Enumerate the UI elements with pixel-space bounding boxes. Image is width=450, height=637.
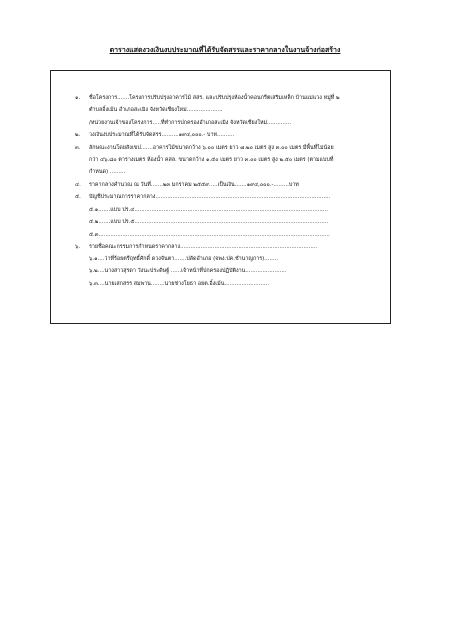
budget-info-box [50, 70, 391, 324]
document-title: ตารางแสดงวงเงินงบประมาณที่ได้รับจัดสรรและราคากลางในงานจ้างก่อสร้าง [109, 46, 341, 54]
budget-line: วงเงินงบประมาณที่ได้รับจัดสรร..........๑๙๔,๐๐๐.- บาท.......... [89, 132, 235, 138]
estimate-list-heading: บัญชีประมาณการราคากลาง...................................................................................................... [89, 194, 331, 200]
committee-member-line: ๖.๒....นางสาวสุรดา วังนะประดิษฐ์ ......เจ้าหน้าที่ปกครองปฏิบัติงาน........................ [89, 268, 287, 274]
description-line: กำหนด) ......... [89, 169, 126, 175]
description-line: ลักษณะงานโดยสังเขป.......อาคารไม้ขนาดกว้าง ๖.๐๐ เมตร ยาว ๗.๒๐ เมตร สูง ๓.๐๐ เมตร มีพื้นที่ไม่น้อย [89, 145, 334, 151]
project-name-line: ชื่อโครงการ.......โครงการปรับปรุงอาคารไม้ สสร. และปรับปรุงห้องน้ำคอนกรีตเสริมเหล็ก บ้านแม่แวง หมู่ที่ ๒ [89, 95, 340, 101]
median-price-line: ราคากลางคำนวณ ณ วันที่.......๒๓ มกราคม ๒๕๕๙.....เป็นเงิน.......๑๙๔,๐๐๐.-.........บาท [89, 182, 299, 188]
owner-agency-line: /หน่วยงานเจ้าของโครงการ.....ที่ทำการปกครองอำเภอสะเมิง จังหวัดเชียงใหม่.............. [89, 120, 292, 126]
committee-member-line: ๖.๑....ว่าที่ร้อยตรีฤทธิ์ศักดิ์ ดวงจันตา.......ปลัดอำเภอ (จพง.ปค.ชำนาญการ)........ [89, 256, 278, 262]
committee-member-line: ๖.๓....นายเสกสรร สมพาน........นายช่างโยธา อยต.อิ้งเม้น.......................... [89, 281, 269, 287]
item-number: ๕. [75, 194, 81, 200]
estimate-form-line: ๕.๑.......แบบ ปร.๔................................................................................................................. [89, 207, 328, 213]
item-number: ๒. [75, 132, 81, 138]
estimate-form-line: ๕.๒.......แบบ ปร.๕................................................................................................................. [89, 219, 329, 225]
estimate-form-line: ๕.๓....................................................................................................................................... [89, 232, 330, 238]
item-number: ๓. [75, 145, 81, 151]
item-number: ๑. [75, 95, 81, 101]
description-line: กว่า ๔๖.๘๐ ตารางเมตร ห้องน้ำ คสล. ขนาดกว้าง ๑.๕๐ เมตร ยาว ๓.๐๐ เมตร สูง ๒.๕๐ เมตร (ตามแบบที่ [89, 157, 334, 163]
item-number: ๔. [75, 182, 81, 188]
item-number: ๖. [75, 244, 81, 250]
project-location-line: ตำบลอิ้งเม้น อำเภอสะเมิง จังหวัดเชียงใหม่..................... [89, 107, 223, 113]
committee-heading: รายชื่อคณะกรรมการกำหนดราคากลาง................................................................................ [89, 244, 318, 250]
